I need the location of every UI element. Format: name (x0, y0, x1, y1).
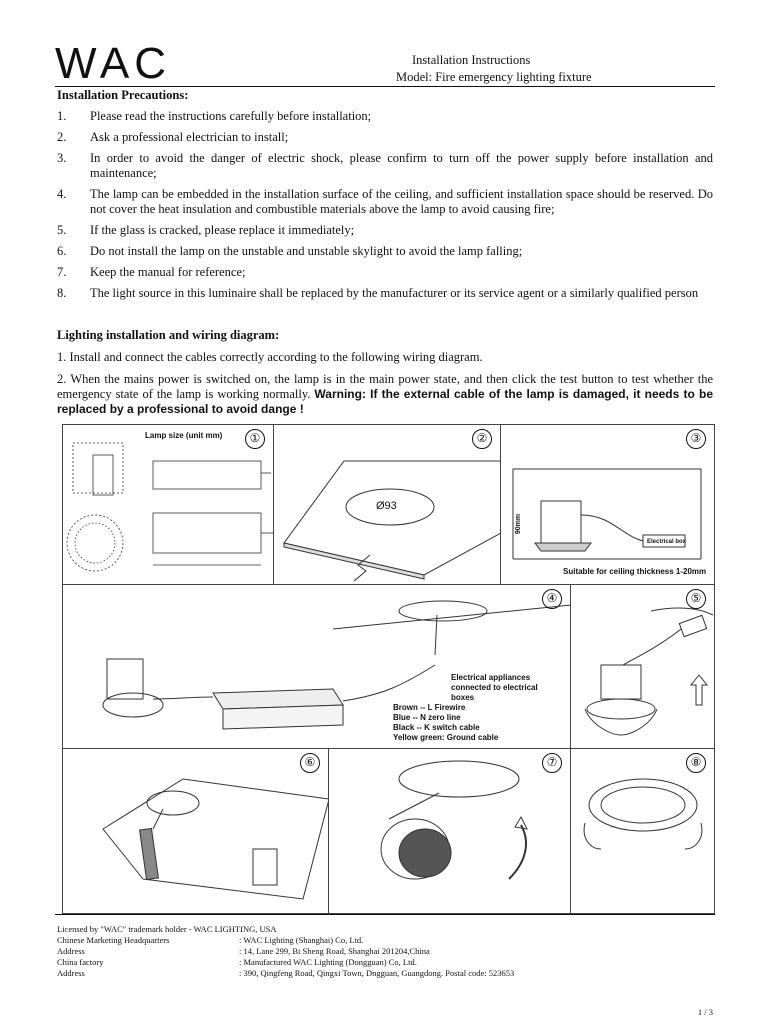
list-item: 6. Do not install the lamp on the unstable and unstable skylight to avoid the lamp falling; (57, 244, 523, 258)
document-header (396, 52, 592, 86)
adjust-springs-drawing (63, 749, 329, 913)
step-number: ② (472, 429, 492, 449)
list-item: 4. The lamp can be embedded in the installation surface of the ceiling, and sufficient installation space should be reserved. Do not cover the heat insulation and combustible materials above the lamp to avoid causing fire; (57, 187, 713, 216)
list-item: 2. Ask a professional electrician to install; (57, 130, 289, 144)
list-item: 7. Keep the manual for reference; (57, 265, 246, 279)
list-item: 8. The light source in this luminaire shall be replaced by the manufacturer or its service agent or a similarly qualified person (57, 286, 699, 300)
diagram-step-8 (571, 749, 714, 913)
ceiling-thickness-label: Suitable for ceiling thickness 1-20mm (563, 567, 707, 576)
list-item: 1. Please read the instructions carefully before installation; (57, 109, 372, 123)
wire-legend (393, 703, 498, 743)
step-number: ⑤ (686, 589, 706, 609)
appliances-label: Electrical appliances connected to electrical boxes (451, 673, 538, 702)
wire-brown: Brown -- L Firewire (393, 703, 466, 712)
precautions-list (57, 109, 713, 307)
page-number: 1 / 3 (697, 1007, 713, 1017)
insert-lamp-drawing (571, 585, 714, 749)
step-number: ③ (686, 429, 706, 449)
lamp-size-label: Lamp size (unit mm) (145, 431, 223, 440)
installation-diagram (62, 424, 715, 914)
footer (57, 924, 713, 979)
wiring-paragraph-1: 1. Install and connect the cables correctly according to the following wiring diagram. (57, 350, 483, 364)
footer-row: Chinese Marketing Headquarters : WAC Lighting (Shanghai) Co, Ltd. (57, 935, 364, 945)
diagram-step-2 (274, 425, 501, 585)
diagram-step-4 (63, 585, 571, 749)
wire-yellow-green: Yellow green: Ground cable (393, 733, 499, 742)
wire-blue: Blue -- N zero line (393, 713, 461, 722)
wire-black: Black -- K switch cable (393, 723, 480, 732)
mount-lamp-drawing (329, 749, 571, 913)
precautions-heading: Installation Precautions: (57, 88, 189, 102)
doc-title: Installation Instructions (412, 53, 531, 67)
footer-rule (55, 914, 715, 915)
footer-row: Address : 14, Lane 299, Bi Sheng Road, Shanghai 201204,China (57, 946, 430, 956)
diagram-step-7 (329, 749, 571, 913)
step-number: ① (245, 429, 265, 449)
doc-model: Model: Fire emergency lighting fixture (396, 70, 592, 84)
step-number: ⑧ (686, 753, 706, 773)
installed-lamp-drawing (571, 749, 714, 913)
hole-diameter-label: Ø93 (376, 500, 397, 512)
step-number: ⑥ (300, 753, 320, 773)
wiring-paragraph-2: 2. When the mains power is switched on, the lamp is in the main power state, and then click the test button to test whether the emergency state of the lamp is working normally. Warning: If the external cable of the lamp is damaged, it needs to be replaced by a professional to avoid dange ! (57, 372, 713, 416)
list-item: 5. If the glass is cracked, please replace it immediately; (57, 223, 355, 237)
warning-text: Warning: If the external cable of the lamp is damaged, it needs to be replaced by a professional to avoid dange ! (57, 387, 713, 416)
wiring-heading: Lighting installation and wiring diagram: (57, 328, 280, 342)
diagram-step-3 (501, 425, 714, 585)
header-rule (55, 86, 715, 87)
ceiling-section-drawing (501, 425, 714, 585)
wac-logo: WAC (55, 39, 172, 88)
license-text: Licensed by "WAC" trademark holder - WAC LIGHTING, USA (57, 924, 277, 934)
footer-row: China factory : Manufactured WAC Lighting (Dongguan) Co, Ltd. (57, 957, 417, 967)
diagram-step-5 (571, 585, 714, 749)
list-item: 3. In order to avoid the danger of electric shock, please confirm to turn off the power supply before installation and maintenance; (57, 151, 713, 180)
diagram-step-1 (63, 425, 274, 585)
step-number: ⑦ (542, 753, 562, 773)
diagram-step-6 (63, 749, 329, 913)
electrical-box-label: Electrical box (647, 539, 687, 545)
height-label: 90mm (515, 513, 523, 535)
footer-row: Address : 390, Qingfeng Road, Qingxi Town, Dngguan, Guangdong. Postal code: 523653 (57, 968, 515, 978)
lamp-dimensions-drawing (63, 425, 274, 585)
step-number: ④ (542, 589, 562, 609)
